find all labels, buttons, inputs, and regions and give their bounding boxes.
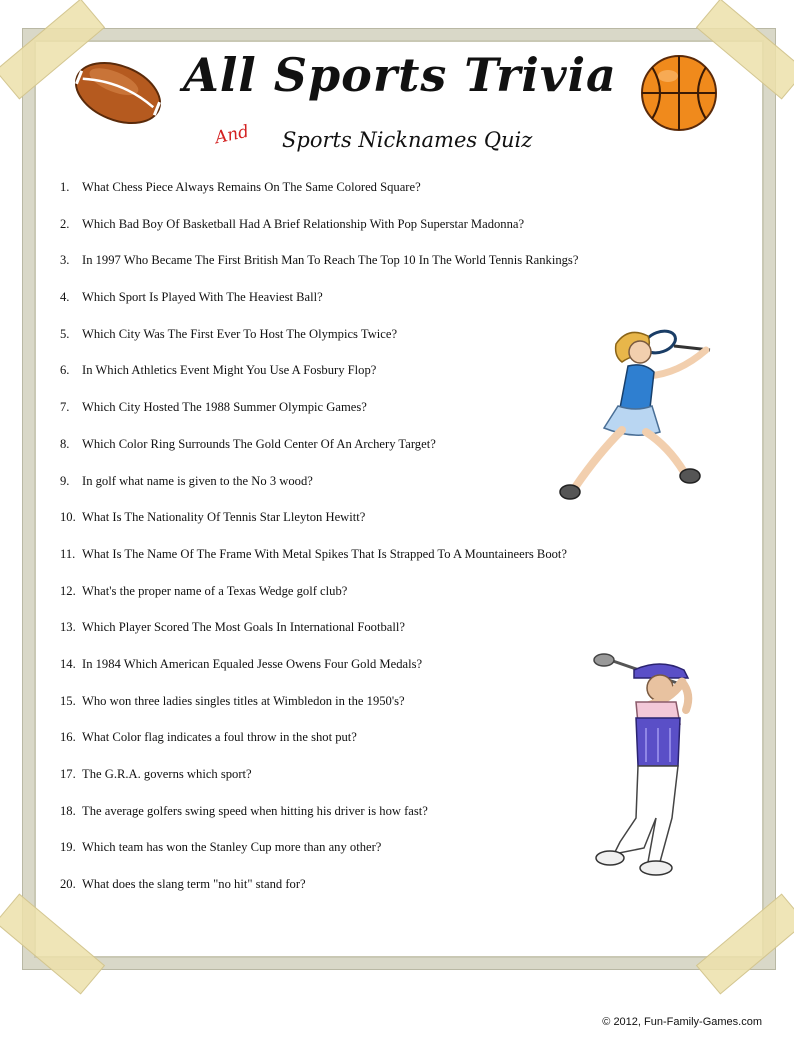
question-item — [60, 543, 730, 580]
question-number: 12. — [60, 583, 76, 598]
question-text: Which team has won the Stanley Cup more than any other? — [82, 840, 382, 855]
question-number: 18. — [60, 803, 76, 818]
question-text: What Is The Name Of The Frame With Metal Spikes That Is Strapped To A Mountaineers Boot? — [82, 546, 568, 561]
question-number: 8. — [60, 436, 70, 451]
question-number: 20. — [60, 877, 76, 892]
question-text: Which City Was The First Ever To Host The Olympics Twice? — [82, 326, 398, 341]
question-number: 14. — [60, 656, 76, 671]
question-text: Who won three ladies singles titles at Wimbledon in the 1950's? — [82, 693, 405, 708]
question-item — [60, 580, 730, 617]
question-number: 11. — [60, 546, 76, 561]
question-number: 16. — [60, 730, 76, 745]
question-text: Which Player Scored The Most Goals In International Football? — [82, 620, 405, 635]
question-number: 2. — [60, 216, 70, 231]
question-text: What Is The Nationality Of Tennis Star Lleyton Hewitt? — [82, 510, 366, 525]
question-text: In golf what name is given to the No 3 wood? — [82, 473, 313, 488]
question-text: Which Bad Boy Of Basketball Had A Brief Relationship With Pop Superstar Madonna? — [82, 216, 525, 231]
question-number: 7. — [60, 400, 70, 415]
question-text: In 1997 Who Became The First British Man To Reach The Top 10 In The World Tennis Rankings? — [82, 253, 579, 268]
question-text: The G.R.A. governs which sport? — [82, 767, 252, 781]
question-text: What Color flag indicates a foul throw in the shot put? — [82, 730, 357, 745]
golfer-illustration — [580, 648, 720, 888]
and-word: And — [213, 121, 251, 149]
question-text: What does the slang term "no hit" stand for? — [82, 877, 306, 892]
question-number: 1. — [60, 180, 70, 194]
question-text: In 1984 Which American Equaled Jesse Owens Four Gold Medals? — [82, 656, 423, 671]
question-text: Which Color Ring Surrounds The Gold Center Of An Archery Target? — [82, 436, 436, 451]
question-number: 6. — [60, 363, 70, 378]
question-number: 17. — [60, 767, 76, 781]
question-text: Which City Hosted The 1988 Summer Olympic Games? — [82, 400, 367, 415]
question-number: 9. — [60, 473, 70, 488]
question-item — [60, 176, 730, 213]
question-text: What's the proper name of a Texas Wedge golf club? — [82, 583, 348, 598]
question-number: 15. — [60, 693, 76, 708]
question-number: 13. — [60, 620, 76, 635]
question-number: 4. — [60, 290, 70, 305]
question-item — [60, 506, 730, 543]
question-item — [60, 249, 730, 286]
question-item — [60, 213, 730, 250]
page-subtitle: Sports Nicknames Quiz — [282, 128, 533, 152]
copyright-notice: © 2012, Fun-Family-Games.com — [602, 1016, 762, 1028]
question-text: The average golfers swing speed when hitting his driver is how fast? — [82, 803, 428, 818]
question-number: 19. — [60, 840, 76, 855]
question-text: In Which Athletics Event Might You Use A Fosbury Flop? — [82, 363, 377, 378]
question-number: 3. — [60, 253, 70, 268]
question-number: 5. — [60, 326, 70, 341]
basketball-icon — [638, 52, 720, 134]
tennis-player-illustration — [548, 316, 718, 511]
question-text: What Chess Piece Always Remains On The Same Colored Square? — [82, 180, 421, 194]
page-title: All Sports Trivia — [183, 48, 617, 102]
question-text: Which Sport Is Played With The Heaviest Ball? — [82, 290, 323, 305]
question-number: 10. — [60, 510, 76, 525]
